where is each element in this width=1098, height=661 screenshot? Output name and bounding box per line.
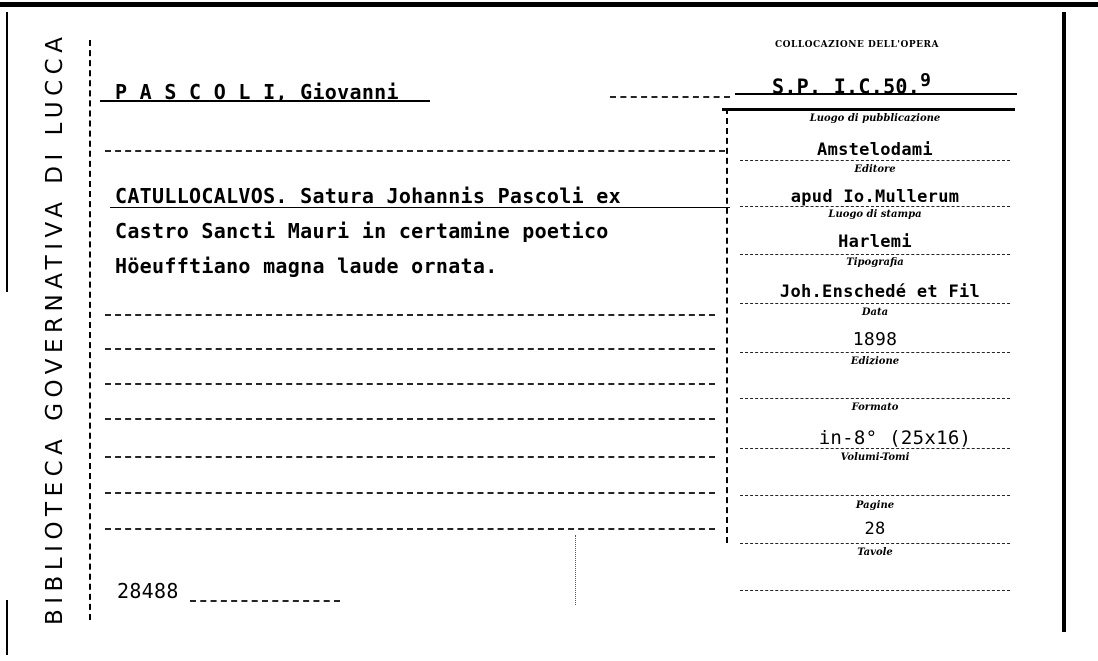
rule	[740, 160, 1010, 161]
shelfmark-text: S.P. I.C.50.	[772, 74, 921, 99]
label-tipografia: Tipografia	[846, 257, 904, 268]
title-underline	[110, 207, 730, 208]
left-border-lower	[6, 600, 8, 655]
box-left	[726, 108, 728, 543]
rule	[105, 456, 715, 458]
rule	[105, 418, 715, 420]
value-editore: apud Io.Mullerum	[790, 187, 960, 207]
label-tavole: Tavole	[857, 547, 893, 558]
label-data: Data	[861, 307, 889, 318]
box-top	[722, 108, 1015, 111]
author-underline	[100, 100, 430, 102]
author-heading: P A S C O L I, Giovanni	[115, 80, 399, 104]
rule	[105, 150, 725, 152]
label-editore: Editore	[854, 164, 896, 175]
rule	[740, 543, 1010, 544]
rule	[740, 398, 1010, 399]
scan-mark	[575, 535, 576, 605]
rule	[740, 303, 1010, 304]
label-pagine: Pagine	[855, 500, 895, 511]
title-line-3: Höeufftiano magna laude ornata.	[115, 254, 498, 278]
value-luogo-pubblicazione: Amstelodami	[817, 140, 933, 160]
title-line-1: CATULLOCALVOS. Satura Johannis Pascoli ex	[115, 184, 621, 208]
value-data: 1898	[852, 329, 898, 350]
collocation-label: COLLOCAZIONE DELL'OPERA	[775, 40, 939, 50]
title-line-2: Castro Sancti Mauri in certamine poetico	[115, 219, 609, 243]
rule	[105, 348, 715, 350]
margin-line	[89, 40, 91, 620]
value-pagine: 28	[864, 519, 886, 539]
rule	[105, 383, 715, 385]
rule	[610, 96, 730, 98]
label-edizione: Edizione	[850, 356, 900, 367]
shelfmark-superscript: 9	[920, 70, 932, 91]
label-luogo-pubblicazione: Luogo di pubblicazione	[809, 113, 941, 124]
right-border	[1062, 12, 1066, 632]
label-luogo-stampa: Luogo di stampa	[828, 209, 922, 220]
value-tipografia: Joh.Enschedé et Fil	[779, 282, 981, 302]
rule	[740, 352, 1010, 353]
rule	[105, 528, 715, 530]
value-formato: in-8° (25x16)	[818, 427, 972, 449]
rule	[740, 254, 1010, 255]
card-number: 28488	[117, 579, 179, 603]
label-volumi-tomi: Volumi-Tomi	[840, 452, 910, 463]
left-border	[6, 12, 8, 292]
top-border	[0, 2, 1098, 7]
rule	[740, 206, 1010, 207]
value-luogo-stampa: Harlemi	[838, 232, 912, 252]
label-formato: Formato	[851, 402, 899, 413]
rule	[105, 492, 715, 494]
rule	[105, 314, 715, 316]
rule	[740, 448, 1010, 449]
shelfmark-underline	[735, 93, 1017, 95]
rule	[740, 495, 1010, 496]
rule	[190, 600, 340, 602]
library-name: BIBLIOTECA GOVERNATIVA DI LUCCA	[42, 31, 68, 625]
rule	[740, 590, 1010, 591]
